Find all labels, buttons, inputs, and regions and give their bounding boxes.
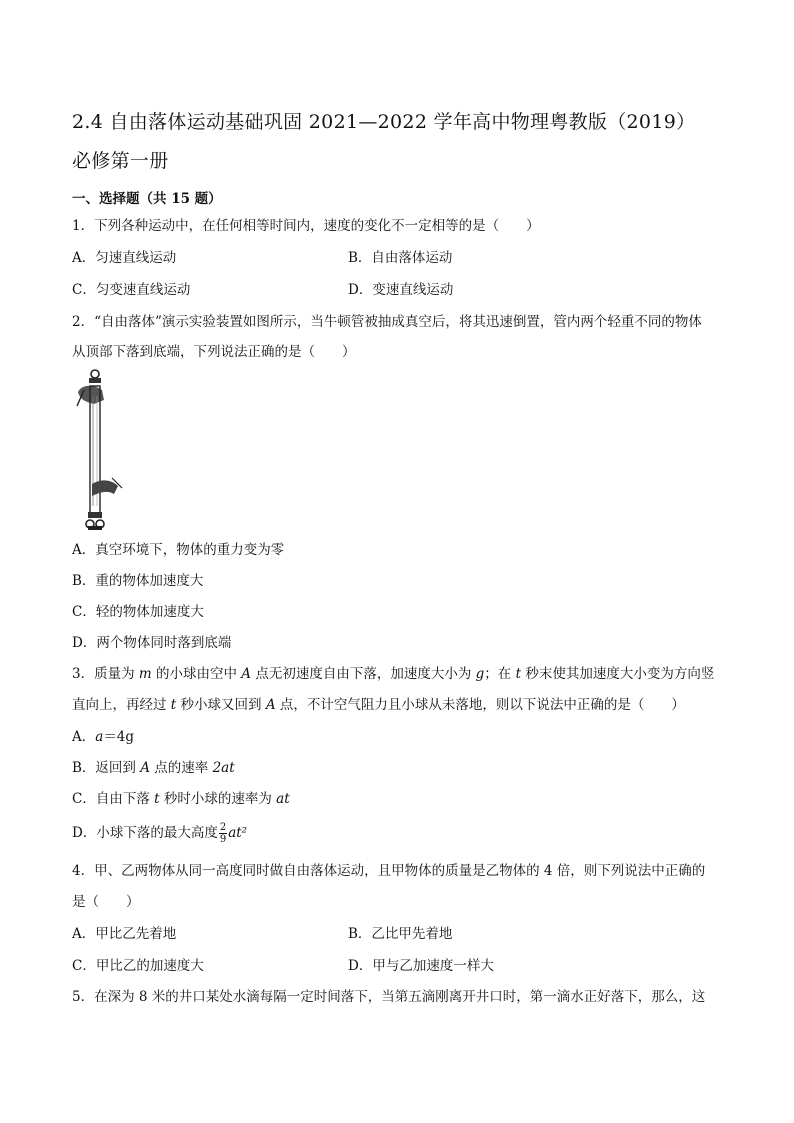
q3-stem-line2: 直向上，再经过 t 秒小球又回到 A 点，不计空气阻力且小球从未落地，则以下说法中正确的是（ ） [72, 697, 685, 713]
q1-stem: 1．下列各种运动中，在任何相等时间内，速度的变化不一定相等的是（ ） [72, 218, 540, 234]
q4-option-d: D．甲与乙加速度一样大 [348, 958, 494, 974]
q1-option-a: A．匀速直线运动 [72, 250, 177, 266]
q1-option-d: D．变速直线运动 [348, 282, 454, 298]
q3-stem-line1: 3．质量为 m 的小球由空中 A 点无初速度自由下落，加速度大小为 g；在 t 秒末使其加速度大小变为方向竖 [72, 666, 715, 682]
q3-option-c: C．自由下落 t 秒时小球的速率为 at [72, 791, 290, 807]
document-title-line1: 2.4 自由落体运动基础巩固 2021—2022 学年高中物理粤教版（2019） [72, 111, 696, 133]
q2-stem-line2: 从顶部下落到底端，下列说法正确的是（ ） [72, 344, 356, 360]
q2-option-c: C．轻的物体加速度大 [72, 604, 204, 620]
document-title-line2: 必修第一册 [72, 150, 169, 172]
q2-stem-line1: 2．“自由落体”演示实验装置如图所示，当牛顿管被抽成真空后，将其迅速倒置，管内两个轻重不同的物体 [72, 314, 702, 330]
q4-stem-line1: 4．甲、乙两物体从同一高度同时做自由落体运动，且甲物体的质量是乙物体的 4 倍，则下列说法中正确的 [72, 863, 706, 879]
section-heading: 一、选择题（共 15 题） [72, 191, 222, 207]
q4-stem-line2: 是（ ） [72, 894, 140, 910]
q1-option-c: C．匀变速直线运动 [72, 282, 191, 298]
q5-stem-line1: 5．在深为 8 米的井口某处水滴每隔一定时间落下，当第五滴刚离开井口时，第一滴水正好落下，那么，这 [72, 989, 706, 1005]
q1-option-b: B．自由落体运动 [348, 250, 453, 266]
newton-tube-figure [72, 366, 132, 534]
q3-option-d: D．小球下落的最大高度 $\frac{2}{9}$ at² [72, 822, 248, 845]
q4-option-c: C．甲比乙的加速度大 [72, 958, 204, 974]
q3-option-b: B．返回到 A 点的速率 2at [72, 760, 235, 776]
q3-option-a: A．a＝4g [72, 729, 135, 745]
fraction-two-ninths: $\frac{2}{9}$ [219, 822, 227, 845]
q4-option-a: A．甲比乙先着地 [72, 926, 177, 942]
q4-option-b: B．乙比甲先着地 [348, 926, 453, 942]
q2-option-a: A．真空环境下，物体的重力变为零 [72, 542, 285, 558]
q2-option-d: D．两个物体同时落到底端 [72, 635, 232, 651]
q2-option-b: B．重的物体加速度大 [72, 573, 204, 589]
